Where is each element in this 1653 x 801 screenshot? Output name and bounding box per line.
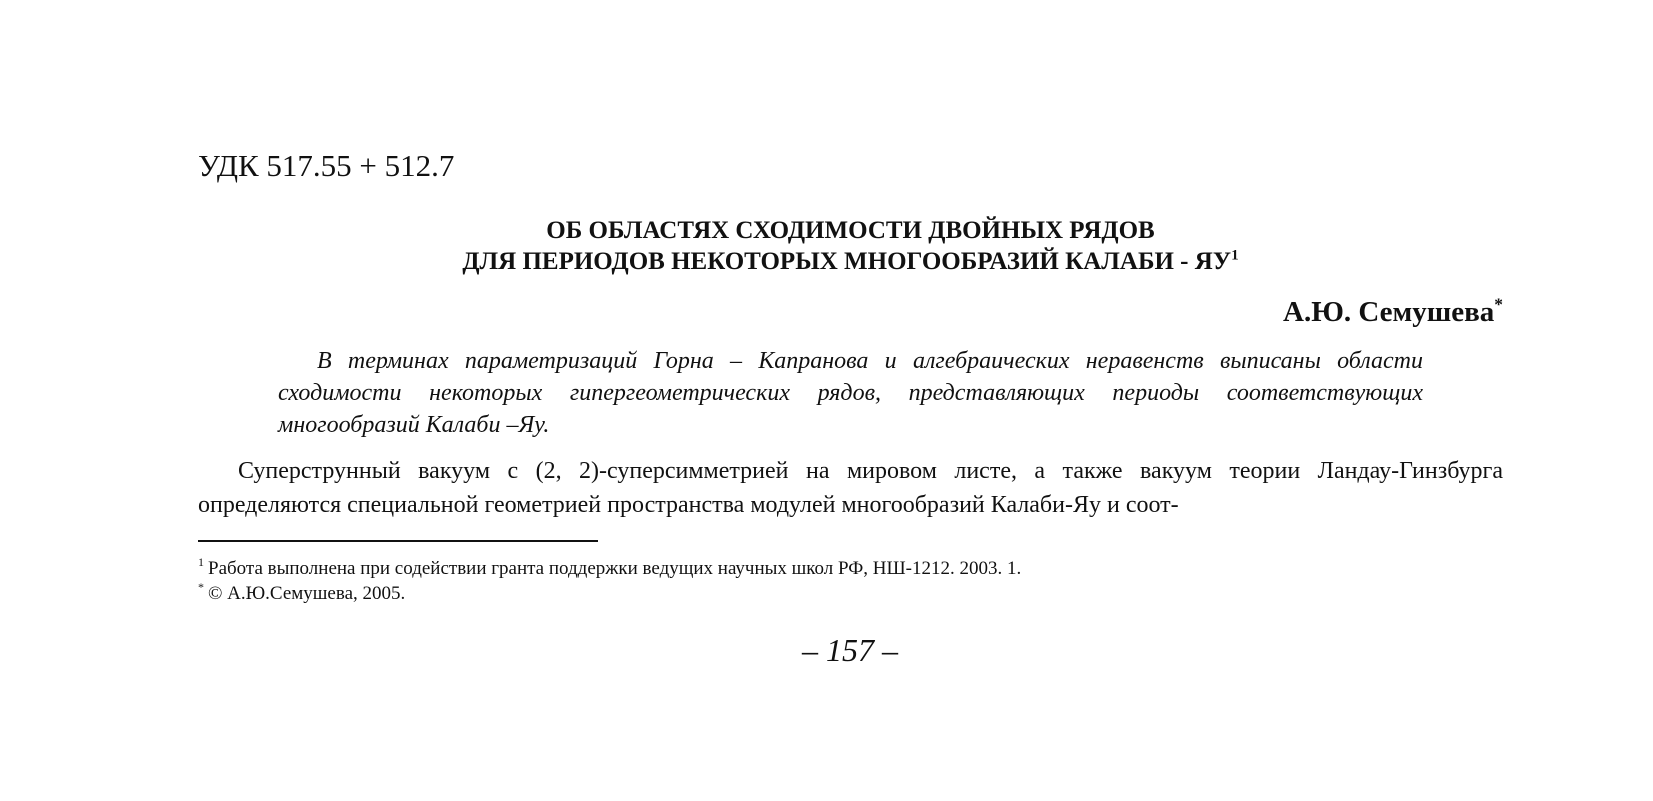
abstract: В терминах параметризаций Горна – Капранова и алгебраических неравенств выписаны области сходимости некоторых гипергеометрических рядов, представляющих периоды соответствующих многообразий Калаби –Яу.	[278, 348, 1423, 438]
footnote-2-mark: *	[198, 580, 204, 594]
footnote-1-mark: 1	[198, 555, 204, 569]
article-title-line-2	[198, 247, 1503, 277]
footnote-1-text: Работа выполнена при содействии гранта поддержки ведущих научных школ РФ, НШ-1212. 2003. 1.	[208, 558, 1022, 579]
footnote-2	[198, 582, 405, 606]
body-paragraph: Суперструнный вакуум с (2, 2)-суперсимметрией на мировом листе, а также вакуум теории Ландау-Гинзбурга определяются специальной геометрией пространства модулей многообразий Калаби-Яу и соот-	[198, 458, 1503, 518]
title-text-line-2: ДЛЯ ПЕРИОДОВ НЕКОТОРЫХ МНОГООБРАЗИЙ КАЛАБИ - ЯУ	[462, 248, 1232, 275]
author-name	[1283, 294, 1503, 330]
footnote-2-text: © А.Ю.Семушева, 2005.	[208, 583, 406, 604]
author-footnote-mark: *	[1494, 294, 1503, 315]
title-text-line-1: ОБ ОБЛАСТЯХ СХОДИМОСТИ ДВОЙНЫХ РЯДОВ	[546, 217, 1155, 244]
page-number: – 157 –	[802, 632, 898, 668]
footnote-1	[198, 557, 1021, 581]
title-footnote-mark: 1	[1231, 247, 1239, 264]
author-text: А.Ю. Семушева	[1283, 296, 1495, 328]
udk-code: УДК 517.55 + 512.7	[198, 148, 455, 183]
footnote-separator	[198, 540, 598, 542]
article-title-line-1	[198, 216, 1503, 246]
